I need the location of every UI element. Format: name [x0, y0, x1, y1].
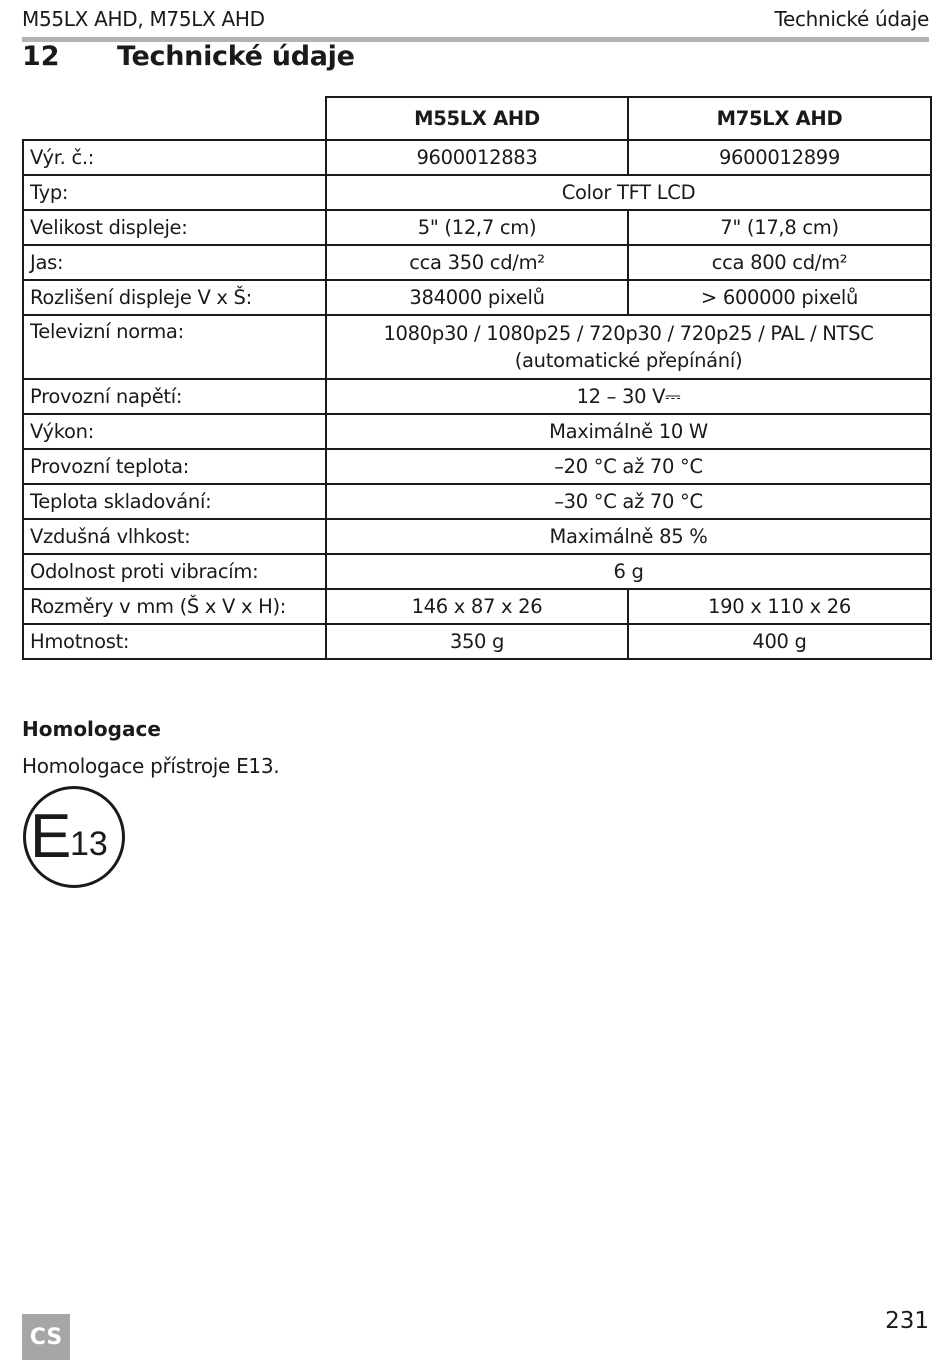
table-row — [23, 245, 931, 280]
row-label: Velikost displeje: — [23, 210, 326, 245]
row-label: Televizní norma: — [23, 315, 326, 379]
cell-m75: cca 800 cd/m² — [628, 245, 931, 280]
cell-shared: Maximálně 10 W — [326, 414, 931, 449]
cell-m75: > 600000 pixelů — [628, 280, 931, 315]
column-header-m55: M55LX AHD — [326, 97, 628, 140]
cell-line: 1080p30 / 1080p25 / 720p30 / 720p25 / PAL / NTSC — [383, 322, 874, 345]
table-row — [23, 624, 931, 659]
table-row — [23, 414, 931, 449]
cell-m55: 5" (12,7 cm) — [326, 210, 628, 245]
table-row — [23, 315, 931, 379]
cell-shared: 6 g — [326, 554, 931, 589]
row-label: Hmotnost: — [23, 624, 326, 659]
table-row — [23, 449, 931, 484]
cell-m55: 146 x 87 x 26 — [326, 589, 628, 624]
e13-approval-mark — [22, 785, 126, 889]
row-label: Provozní teplota: — [23, 449, 326, 484]
row-label: Odolnost proti vibracím: — [23, 554, 326, 589]
table-corner — [23, 97, 326, 140]
cell-m55: cca 350 cd/m² — [326, 245, 628, 280]
row-label: Typ: — [23, 175, 326, 210]
table-row — [23, 379, 931, 414]
cell-shared: Maximálně 85 % — [326, 519, 931, 554]
cell-shared — [326, 315, 931, 379]
cell-m75: 190 x 110 x 26 — [628, 589, 931, 624]
section-title: Technické údaje — [117, 41, 355, 72]
cell-m75: 7" (17,8 cm) — [628, 210, 931, 245]
table-row — [23, 519, 931, 554]
cell-shared: 12 – 30 V⎓ — [326, 379, 931, 414]
cell-shared: –20 °C až 70 °C — [326, 449, 931, 484]
table-row — [23, 140, 931, 175]
row-label: Vzdušná vlhkost: — [23, 519, 326, 554]
column-header-m75: M75LX AHD — [628, 97, 931, 140]
cell-shared: –30 °C až 70 °C — [326, 484, 931, 519]
cell-m55: 9600012883 — [326, 140, 628, 175]
spec-table — [22, 96, 932, 660]
table-header-row — [23, 97, 931, 140]
row-label: Rozlišení displeje V x Š: — [23, 280, 326, 315]
running-header-models: M55LX AHD, M75LX AHD — [22, 7, 265, 31]
cell-m75: 9600012899 — [628, 140, 931, 175]
e13-mark-number: 13 — [70, 825, 108, 863]
cell-m75: 400 g — [628, 624, 931, 659]
cell-line: (automatické přepínání) — [514, 349, 743, 372]
section-number: 12 — [22, 41, 60, 72]
e13-mark-letter: E — [30, 802, 72, 871]
table-row — [23, 589, 931, 624]
row-label: Provozní napětí: — [23, 379, 326, 414]
cell-shared: Color TFT LCD — [326, 175, 931, 210]
table-row — [23, 484, 931, 519]
table-row — [23, 554, 931, 589]
cell-m55: 384000 pixelů — [326, 280, 628, 315]
cell-m55: 350 g — [326, 624, 628, 659]
table-row — [23, 280, 931, 315]
row-label: Teplota skladování: — [23, 484, 326, 519]
running-header-section: Technické údaje — [774, 7, 929, 31]
row-label: Jas: — [23, 245, 326, 280]
table-row — [23, 175, 931, 210]
table-row — [23, 210, 931, 245]
homologation-heading: Homologace — [22, 717, 161, 741]
language-badge: CS — [22, 1314, 70, 1360]
homologation-text: Homologace přístroje E13. — [22, 754, 280, 778]
page-number: 231 — [885, 1308, 929, 1334]
row-label: Rozměry v mm (Š x V x H): — [23, 589, 326, 624]
row-label: Výkon: — [23, 414, 326, 449]
row-label: Výr. č.: — [23, 140, 326, 175]
